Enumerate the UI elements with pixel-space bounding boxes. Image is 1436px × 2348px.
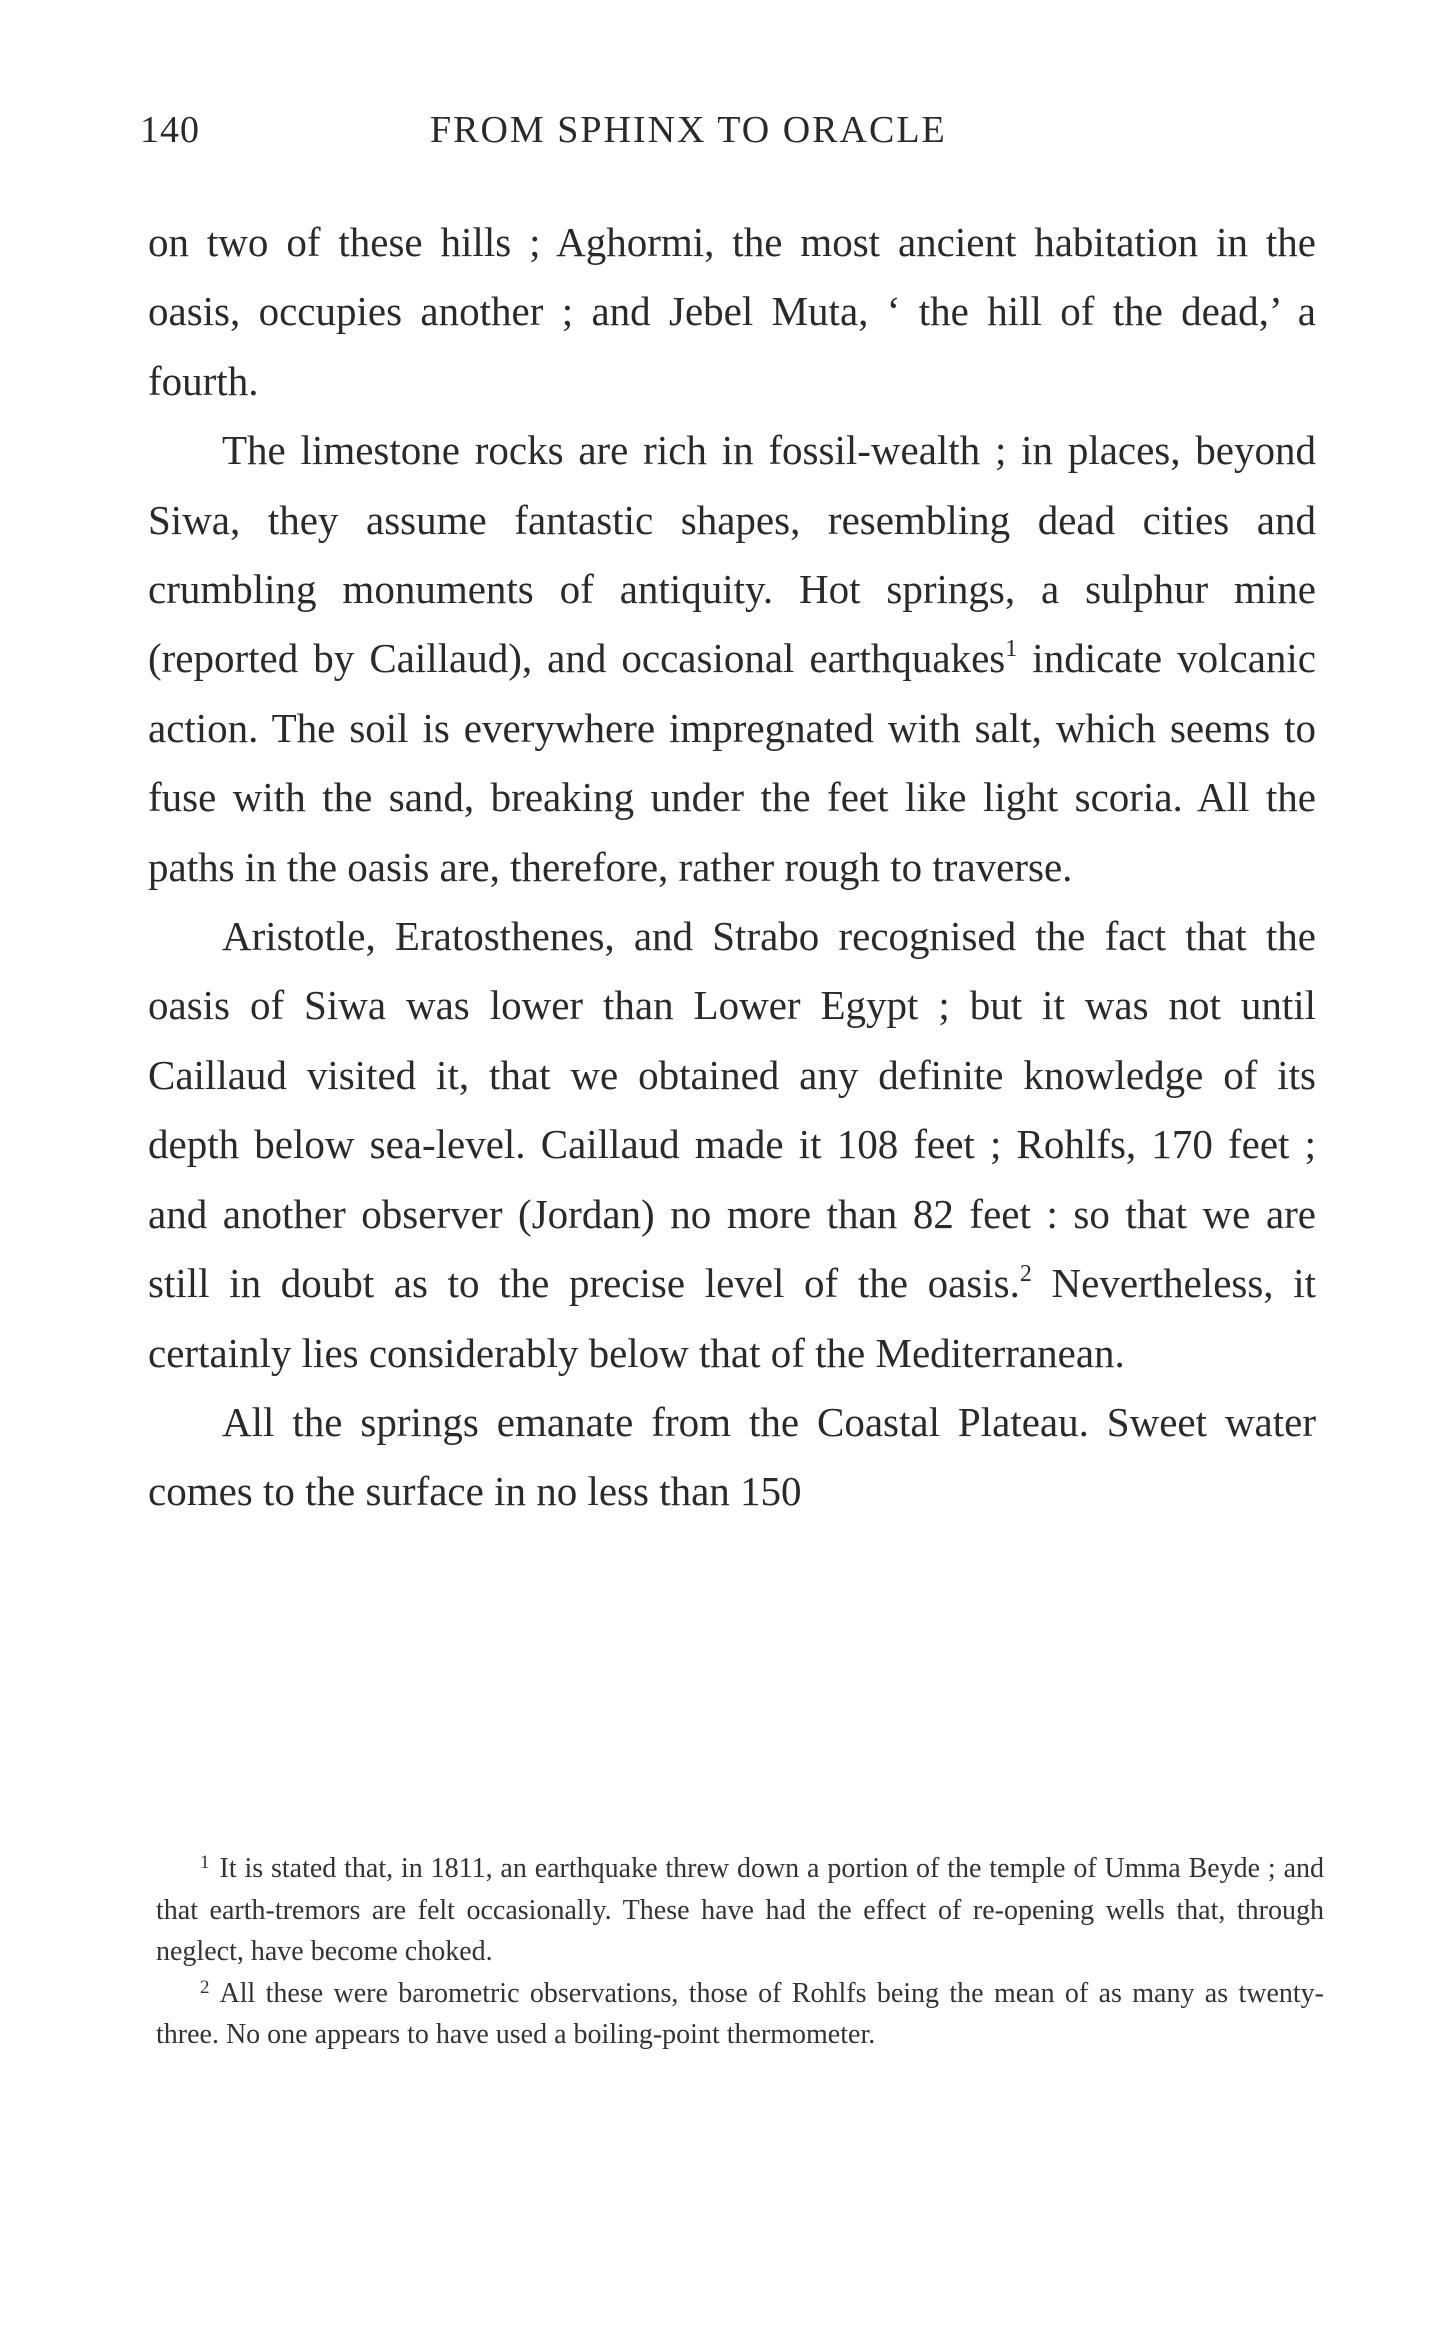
paragraph-2-text-a: The limestone rocks are rich in fossil-wealth ; in places, beyond Siwa, they assume fantastic shapes, resembling dead cities and crumbling monuments of antiquity. Hot springs, a sulphur mine (reported by Caillaud), and occasional earthquakes [148,427,1316,682]
footnote-ref-1: 1 [1005,636,1018,663]
page-number: 140 [140,109,200,151]
paragraph-4 [148,1388,1316,1527]
footnote-2 [156,1973,1324,2056]
paragraph-1 [148,208,1316,416]
footnote-1-text: It is stated that, in 1811, an earthquake threw down a portion of the temple of Umma Beyde ; and that earth-tremors are felt occasionally. These have had the effect of re-opening wells that, through neglect, have become choked. [156,1853,1324,1967]
paragraph-3 [148,902,1316,1388]
footnotes [156,1848,1324,2056]
paragraph-4-text: All the springs emanate from the Coastal Plateau. Sweet water comes to the surface in no less than 150 [148,1398,1316,1515]
paragraph-2-text-b: indicate volcanic action. The soil is everywhere impregnated with salt, which seems to fuse with the sand, breaking under the feet like light scoria. All the paths in the oasis are, therefore, rather rough to traverse. [148,635,1316,890]
paragraph-1-text: on two of these hills ; Aghormi, the most ancient habitation in the oasis, occupies another ; and Jebel Muta, ‘ the hill of the dead,’ a fourth. [148,219,1316,404]
paragraph-2 [148,416,1316,902]
footnote-1 [156,1848,1324,1973]
running-title: FROM SPHINX TO ORACLE [430,109,947,151]
page-header [140,108,1320,158]
body-text [148,208,1316,1527]
footnote-2-mark: 2 [200,1976,210,1998]
footnote-1-mark: 1 [200,1852,210,1873]
paragraph-3-text-a: Aristotle, Eratosthenes, and Strabo recognised the fact that the oasis of Siwa was lower than Lower Egypt ; but it was not until Caillaud visited it, that we obtained any definite knowledge of its depth below sea-level. Caillaud made it 108 feet ; Rohlfs, 170 feet ; and another observer (Jordan) no more than 82 feet : so that we are still in doubt as to the precise level of the oasis. [148,913,1316,1307]
footnote-2-text: All these were barometric observations, those of Rohlfs being the mean of as many as twenty-three. No one appears to have used a boiling-point thermometer. [156,1977,1324,2050]
paragraph-3-text-b: Nevertheless, it certainly lies considerably below that of the Mediterranean. [148,1260,1317,1376]
footnote-ref-2: 2 [1019,1261,1032,1288]
